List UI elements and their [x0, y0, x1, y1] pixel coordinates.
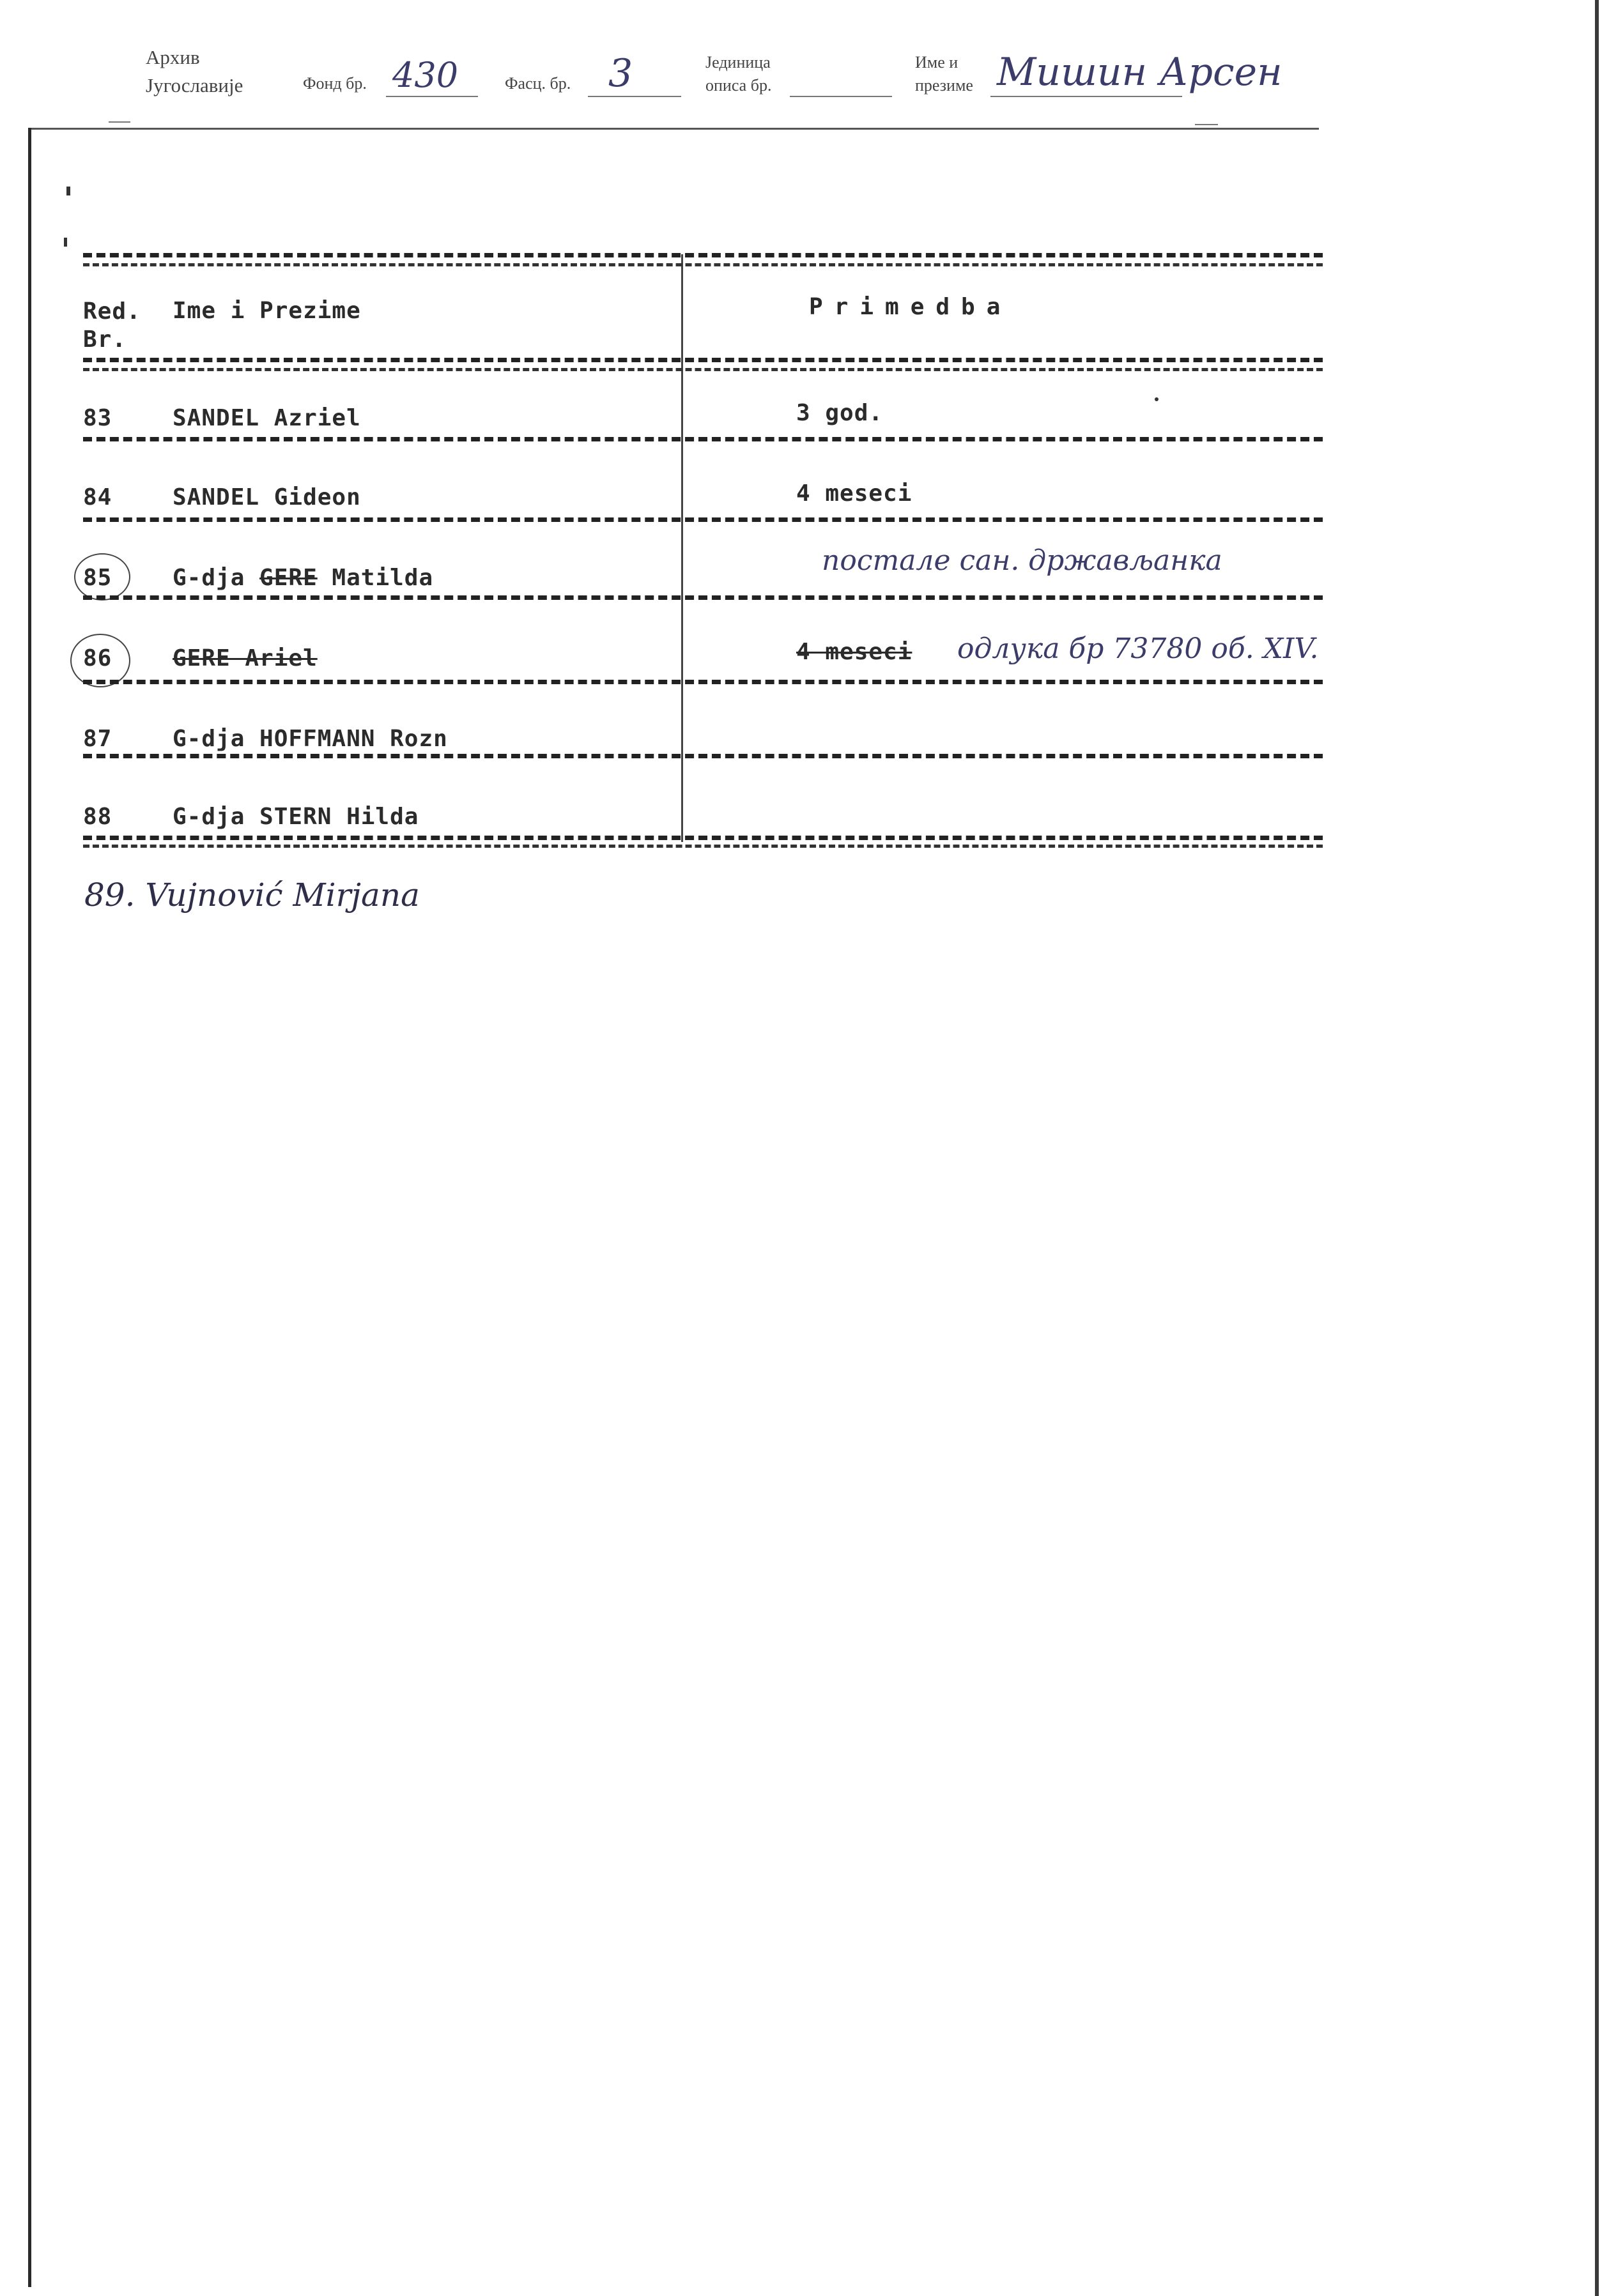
header-note: Primedba [809, 294, 1012, 320]
stamp-tick-left [109, 121, 130, 123]
header-no [83, 298, 141, 354]
fond-value: 430 [392, 55, 459, 95]
scan-mark [64, 238, 67, 247]
row-note-handwritten: постале сан. држављанка [822, 544, 1222, 577]
scan-mark [66, 187, 70, 195]
row-rule [83, 680, 1323, 684]
name-underline [990, 96, 1182, 97]
row-number: 88 [83, 804, 112, 830]
header-rule [83, 358, 1323, 362]
header-name: Ime i Prezime [173, 298, 361, 324]
name-label-line1: Име и [915, 53, 958, 72]
name-value: Мишин Арсен [997, 50, 1282, 95]
unit-underline [790, 96, 892, 97]
table-bottom-rule [83, 836, 1323, 840]
archive-name-line2: Југославије [146, 74, 243, 96]
archive-name-line1: Архив [146, 46, 200, 68]
row-number: 84 [83, 484, 112, 510]
row-note-handwritten: одлука бр 73780 об. XIV. [957, 632, 1319, 665]
header-no-line2: Br. [83, 326, 127, 353]
fasc-underline [588, 96, 681, 97]
scan-left-edge [28, 128, 31, 2287]
table-top-rule-2 [83, 263, 1323, 266]
row-note-struck: 4 meseci [796, 639, 912, 665]
row-name [173, 565, 433, 591]
handwritten-addition: 89. Vujnović Mirjana [84, 876, 420, 914]
row-note: 4 meseci [796, 480, 912, 507]
row-name-suffix: Matilda [317, 565, 434, 591]
table-top-rule [83, 253, 1323, 257]
header-no-line1: Red. [83, 298, 141, 325]
fasc-label: Фасц. бр. [505, 74, 571, 93]
row-name: SANDEL Gideon [173, 484, 361, 510]
row-note: 3 god. [796, 400, 884, 426]
row-rule [83, 437, 1323, 441]
row-name: SANDEL Azriel [173, 405, 361, 431]
unit-label [705, 51, 771, 97]
stamp-tick-right [1195, 124, 1218, 125]
row-name-struck: GERE [259, 565, 318, 591]
row-number: 87 [83, 726, 112, 752]
scan-right-edge [1595, 0, 1599, 2296]
row-name: G-dja STERN Hilda [173, 804, 419, 830]
row-rule [83, 754, 1323, 758]
name-label [915, 51, 973, 97]
fasc-value: 3 [608, 51, 633, 96]
unit-label-line2: описа бр. [705, 76, 772, 95]
row-name-struck: GERE Ariel [173, 645, 318, 671]
fond-label: Фонд бр. [303, 74, 367, 93]
scan-top-edge [28, 128, 1319, 130]
row-number: 83 [83, 405, 112, 431]
archive-name [146, 43, 243, 100]
row-number: 86 [83, 645, 112, 671]
table-bottom-rule-2 [83, 845, 1323, 848]
fond-underline [386, 96, 478, 97]
row-rule [83, 517, 1323, 522]
row-name-prefix: G-dja [173, 565, 260, 591]
row-name: G-dja HOFFMANN Rozn [173, 726, 448, 752]
row-number: 85 [83, 565, 112, 591]
unit-label-line1: Јединица [705, 53, 771, 72]
name-label-line2: презиме [915, 76, 973, 95]
header-rule-2 [83, 368, 1323, 371]
scan-mark [1155, 397, 1159, 401]
row-rule [83, 595, 1323, 600]
